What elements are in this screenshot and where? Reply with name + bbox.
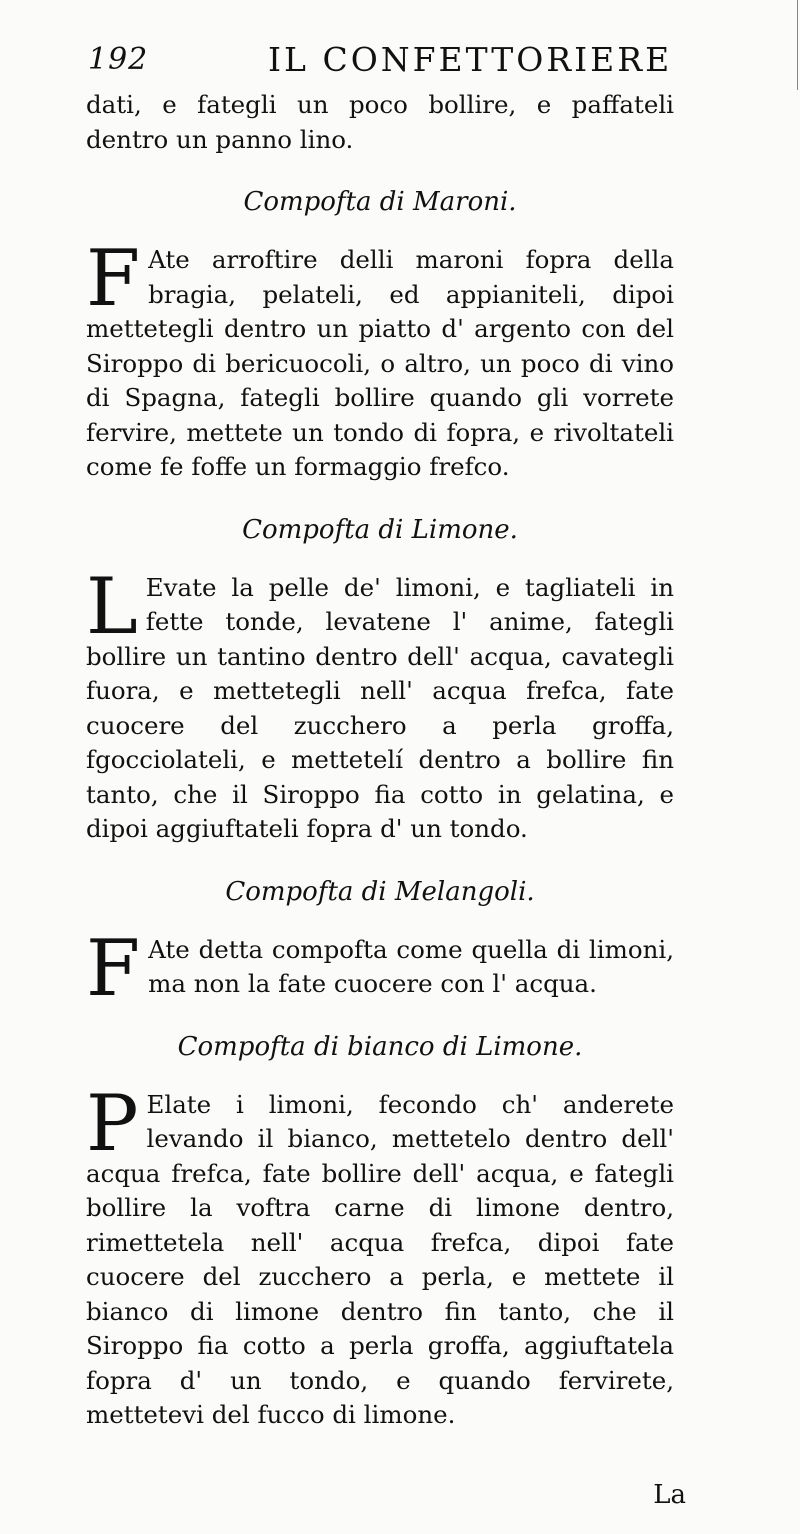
section-paragraph-limone xyxy=(86,561,674,847)
running-head xyxy=(88,42,688,84)
section-paragraph-bianco-limone xyxy=(86,1078,674,1433)
running-title: IL CONFETTORIERE xyxy=(268,40,673,79)
section-paragraph-melangoli xyxy=(86,923,674,1014)
paragraph-text: Elate i limoni, fecondo ch' anderete levando il bianco, mettetelo dentro dell' acqua frefca, fate bollire dell' acqua, e fategli bollire la voftra carne di limone dentro, rimettetela nell' acqua frefca, dipoi fate cuocere del zucchero a perla, e mettete il bianco di limone dentro fin tanto, che il Siroppo fia cotto a perla groffa, aggiuftatela fopra d' un tondo, e quando fervirete, mettetevi del fucco di limone. xyxy=(86,1089,674,1429)
section-heading-maroni: Compofta di Maroni. xyxy=(243,187,517,217)
dropcap-letter: L xyxy=(86,561,138,652)
paragraph-text: Ate arroftire delli maroni fopra della bragia, pelateli, ed appianiteli, dipoi mettetegli dentro un piatto d' argento con del Siroppo di bericuocoli, o altro, un poco di vino di Spagna, fategli bollire quando gli vorrete fervire, mettete un tondo di fopra, e rivoltateli come fe foffe un formaggio frefco. xyxy=(86,245,674,481)
dropcap-letter: P xyxy=(86,1078,139,1169)
section-heading-limone: Compofta di Limone. xyxy=(242,514,518,545)
section-heading-bianco-limone: Compofta di bianco di Limone. xyxy=(177,1031,583,1062)
body-text xyxy=(86,88,674,1433)
section-paragraph-maroni xyxy=(86,234,674,485)
dropcap-letter: F xyxy=(86,923,141,1014)
dropcap-letter: F xyxy=(86,234,141,324)
continuation-paragraph: dati, e fategli un poco bollire, e paffateli dentro un panno lino. xyxy=(86,90,674,154)
catchword: La xyxy=(653,1480,686,1510)
paragraph-text: Ate detta compofta come quella di limoni, ma non la fate cuocere con l' acqua. xyxy=(148,934,674,998)
section-heading-melangoli: Compofta di Melangoli. xyxy=(225,876,535,907)
paragraph-text: Evate la pelle de' limoni, e tagliateli in fette tonde, levatene l' anime, fategli bollire un tantino dentro dell' acqua, cavategli fuora, e mettetegli nell' acqua frefca, fate cuocere del zucchero a perla groffa, fgocciolateli, e mettetelí dentro a bollire fin tanto, che il Siroppo fia cotto in gelatina, e dipoi aggiuftateli fopra d' un tondo. xyxy=(86,572,674,843)
page-number: 192 xyxy=(88,42,149,77)
page-edge-line xyxy=(797,0,798,90)
